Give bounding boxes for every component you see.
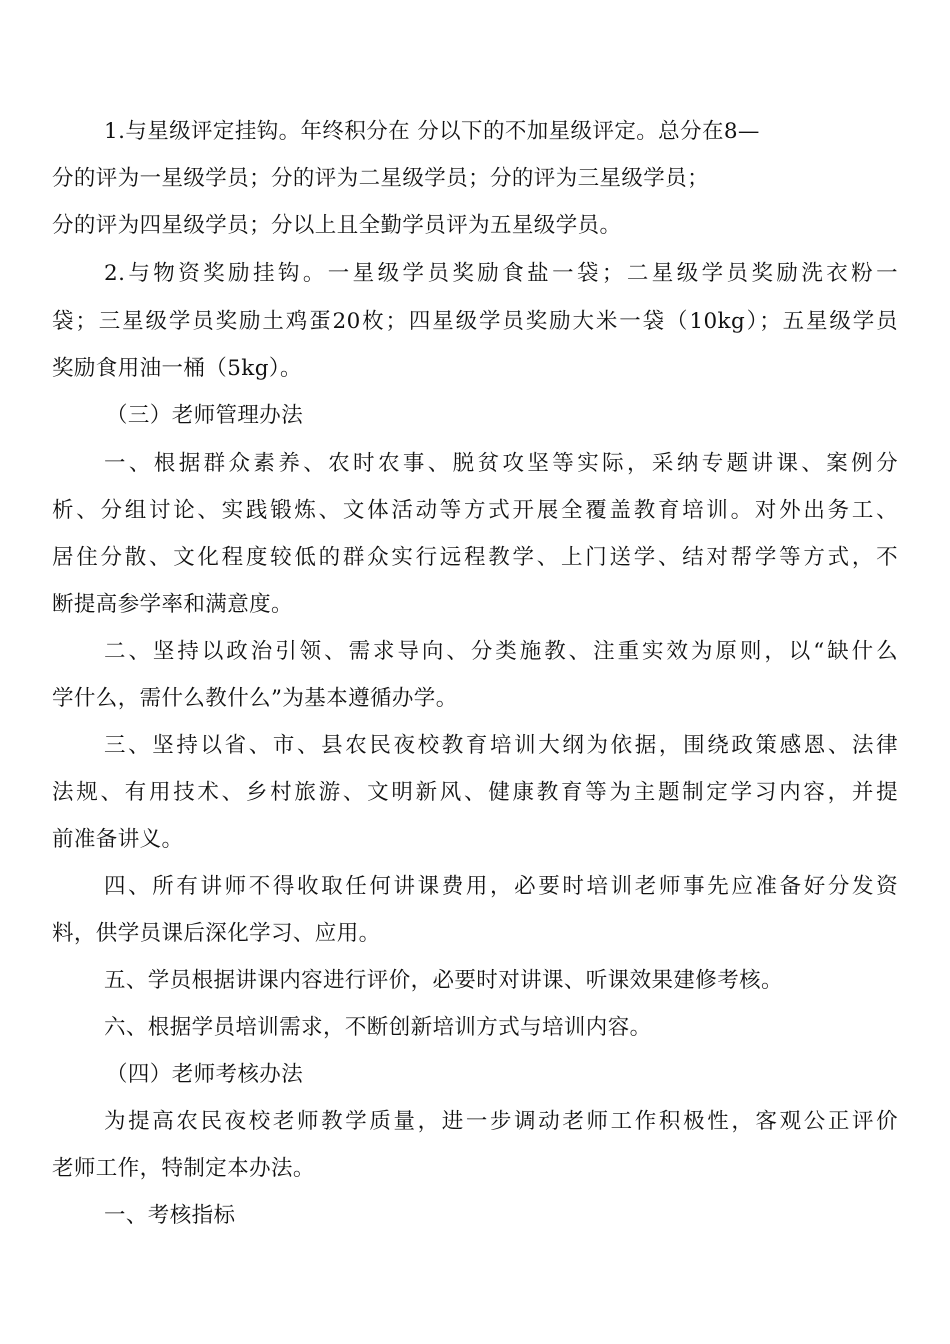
text-line-2: 分的评为一星级学员；分的评为二星级学员；分的评为三星级学员；	[52, 166, 710, 191]
text-line-24: 一、考核指标	[104, 1203, 236, 1228]
text-line-20: 六、根据学员培训需求，不断创新培训方式与培训内容。	[104, 1015, 652, 1040]
text-line-1: 1.与星级评定挂钩。年终积分在 分以下的不加星级评定。总分在8—	[104, 119, 760, 144]
text-line-6: 奖励食用油一桶（5kg）。	[52, 356, 302, 381]
text-line-22: 为提高农民夜校老师教学质量，进一步调动老师工作积极性，客观公正评价	[104, 1109, 898, 1134]
text-line-3: 分的评为四星级学员；分以上且全勤学员评为五星级学员。	[52, 213, 622, 238]
text-line-19: 五、学员根据讲课内容进行评价，必要时对讲课、听课效果建修考核。	[104, 968, 783, 993]
text-line-4: 2.与物资奖励挂钩。一星级学员奖励食盐一袋；二星级学员奖励洗衣粉一	[104, 261, 898, 286]
section-heading-4: （四）老师考核办法	[106, 1062, 304, 1087]
text-line-13: 学什么，需什么教什么”为基本遵循办学。	[52, 686, 458, 711]
text-line-8: 一、根据群众素养、农时农事、脱贫攻坚等实际，采纳专题讲课、案例分	[104, 451, 898, 476]
text-line-9: 析、分组讨论、实践锻炼、文体活动等方式开展全覆盖教育培训。对外出务工、	[52, 498, 898, 523]
text-line-11: 断提高参学率和满意度。	[52, 592, 293, 617]
text-line-16: 前准备讲义。	[52, 827, 184, 852]
text-line-14: 三、坚持以省、市、县农民夜校教育培训大纲为依据，围绕政策感恩、法律	[104, 733, 898, 758]
text-line-15: 法规、有用技术、乡村旅游、文明新风、健康教育等为主题制定学习内容，并提	[52, 780, 898, 805]
text-line-10: 居住分散、文化程度较低的群众实行远程教学、上门送学、结对帮学等方式，不	[52, 545, 898, 570]
text-line-5: 袋；三星级学员奖励土鸡蛋20枚；四星级学员奖励大米一袋（10kg）；五星级学员	[52, 309, 898, 334]
text-line-12: 二、坚持以政治引领、需求导向、分类施教、注重实效为原则，以“缺什么	[104, 639, 898, 664]
section-heading-3: （三）老师管理办法	[106, 403, 304, 428]
text-line-18: 料，供学员课后深化学习、应用。	[52, 921, 381, 946]
text-line-17: 四、所有讲师不得收取任何讲课费用，必要时培训老师事先应准备好分发资	[104, 874, 898, 899]
text-line-23: 老师工作，特制定本办法。	[52, 1156, 315, 1181]
